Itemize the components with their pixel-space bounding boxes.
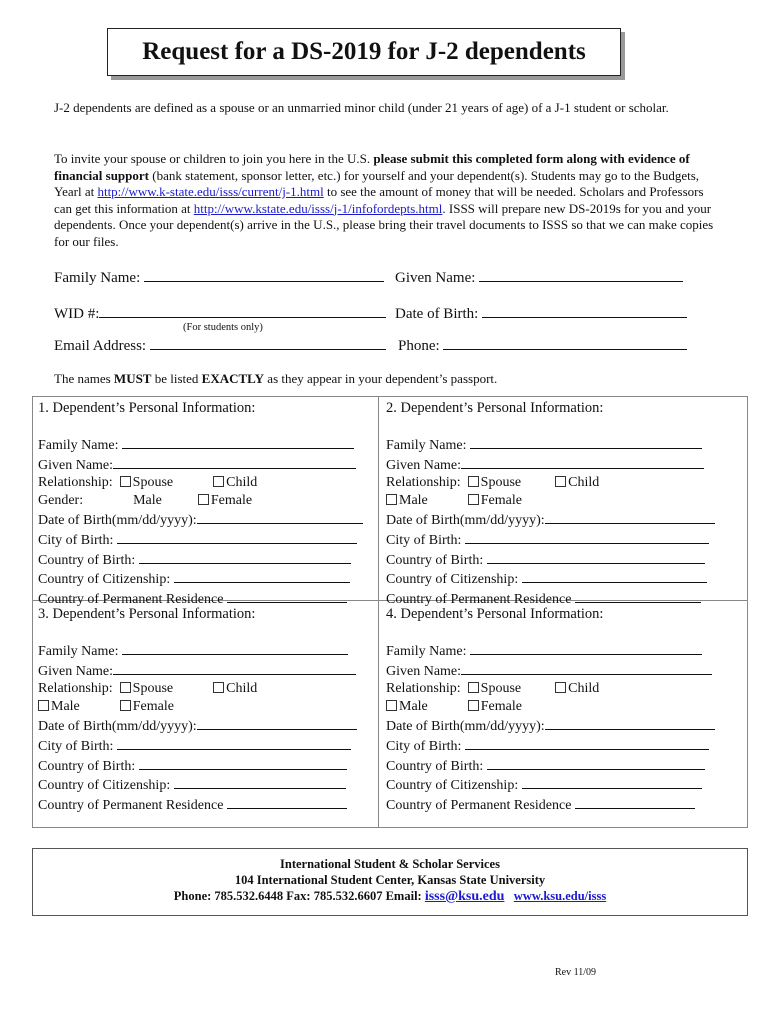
dep4-family-name[interactable] [386,641,715,661]
dep1-city[interactable] [38,530,363,550]
field-line[interactable] [117,530,357,544]
dep3-country-res[interactable] [38,795,357,815]
field-line[interactable] [122,435,354,449]
male-checkbox[interactable] [386,700,397,711]
field-label: City of Birth: [38,532,114,548]
dep1-country-birth[interactable] [38,550,363,570]
field-label: Date of Birth(mm/dd/yyyy): [38,718,197,734]
dep2-country-cit[interactable] [386,569,715,589]
contact-footer [32,848,748,916]
given-name-field[interactable] [395,268,683,287]
intro-text: . ISSS will prepare new DS-2019s for you and your dependents. Once your dependent(s) arrive in the U.S., please bring their travel documents to ISSS so that we can make copies for our files. [54,200,714,249]
option-label: Spouse [480,681,522,697]
field-label: WID #: [54,306,100,322]
option-label: Female [480,699,522,715]
field-label: Date of Birth(mm/dd/yyyy): [386,512,545,528]
field-label: Family Name: [38,437,119,453]
field-line[interactable] [487,550,705,564]
dep4-given-name[interactable] [386,661,715,681]
field-line[interactable] [113,661,356,675]
dep3-city[interactable] [38,736,357,756]
dep2-gender [386,492,715,510]
child-checkbox[interactable] [213,682,224,693]
field-line[interactable] [122,641,348,655]
dep4-relationship [386,680,715,698]
dep1-country-cit[interactable] [38,569,363,589]
notice-exactly: EXACTLY [201,371,265,386]
email-link[interactable]: isss@ksu.edu [424,889,505,904]
field-label: Relationship: [38,475,113,491]
male-checkbox[interactable] [38,700,49,711]
field-label: Country of Citizenship: [38,778,171,794]
field-line[interactable] [461,661,712,675]
field-label: Country of Birth: [386,552,484,568]
field-line[interactable] [461,455,704,469]
dep1-gender [38,492,363,510]
dependent-2-section [386,400,715,609]
female-checkbox[interactable] [120,700,131,711]
spouse-checkbox[interactable] [120,476,131,487]
field-line[interactable] [227,589,347,603]
option-label: Female [132,699,174,715]
dep2-dob[interactable] [386,510,715,530]
child-checkbox[interactable] [555,682,566,693]
notice-text: as they appear in your dependent’s passport. [264,371,498,386]
dep1-family-name[interactable] [38,435,363,455]
field-label: Given Name: [395,270,476,286]
field-line[interactable] [575,795,695,809]
dependent-1-header: 1. Dependent’s Personal Information: [38,400,256,416]
spouse-checkbox[interactable] [468,476,479,487]
field-label: City of Birth: [38,738,114,754]
child-checkbox[interactable] [555,476,566,487]
field-label: Country of Permanent Residence [38,798,224,814]
intro-bold: please submit this completed form along with evidence of financial support [54,151,690,183]
notice-text: The names [54,371,114,386]
field-label: Relationship: [386,681,461,697]
field-label: Family Name: [38,643,119,659]
field-line[interactable] [197,510,363,524]
field-label: Country of Citizenship: [38,572,171,588]
female-checkbox[interactable] [468,494,479,505]
intro-text: to see the amount of money that will be needed. Scholars and Professors can get this information at [54,184,704,216]
dep3-dob[interactable] [38,716,357,736]
field-label: City of Birth: [386,532,462,548]
dep1-relationship [38,474,363,492]
spouse-checkbox[interactable] [120,682,131,693]
dep3-family-name[interactable] [38,641,357,661]
field-label: Given Name: [386,457,462,473]
field-line[interactable] [470,435,702,449]
notice-must: MUST [113,371,152,386]
dependent-2-header: 2. Dependent’s Personal Information: [386,400,604,416]
family-name-field[interactable] [54,268,384,287]
option-label: Spouse [132,475,174,491]
field-label: Given Name: [38,457,114,473]
dept-info-link[interactable]: http://www.kstate.edu/isss/j-1/infofordepts.html [193,200,443,216]
field-label: Country of Citizenship: [386,778,519,794]
dep2-city[interactable] [386,530,715,550]
dep3-gender [38,698,357,716]
dep2-given-name[interactable] [386,455,715,475]
dep4-country-birth[interactable] [386,756,715,776]
field-label: Relationship: [38,681,113,697]
field-label: Given Name: [38,663,114,679]
field-label: Country of Birth: [38,552,136,568]
spouse-checkbox[interactable] [468,682,479,693]
option-label: Child [226,475,258,491]
option-label: Female [210,493,253,509]
intro-text: (bank statement, sponsor letter, etc.) for yourself and your dependent(s). Students may go to the Budgets, Yearl at [54,167,700,199]
field-label: Gender: [38,493,84,509]
phone-line[interactable] [443,336,687,350]
footer-address: 104 International Student Center, Kansas State University [234,873,546,887]
dep2-family-name[interactable] [386,435,715,455]
footer-org: International Student & Scholar Services [280,857,500,871]
dep4-dob[interactable] [386,716,715,736]
notice-text: be listed [151,371,202,386]
field-line[interactable] [139,550,351,564]
dep3-given-name[interactable] [38,661,357,681]
dependent-3-section [38,606,357,815]
field-line[interactable] [465,530,709,544]
wid-note: (For students only) [183,322,263,333]
male-checkbox[interactable] [386,494,397,505]
field-label: Country of Permanent Residence [38,592,224,608]
intro-text: To invite your spouse or children to join you here in the U.S. [54,151,374,166]
female-checkbox[interactable] [198,494,209,505]
wid-line[interactable] [99,304,386,318]
field-line[interactable] [174,775,346,789]
field-line[interactable] [545,716,715,730]
dep4-country-res[interactable] [386,795,715,815]
dep4-city[interactable] [386,736,715,756]
dependent-4-header: 4. Dependent’s Personal Information: [386,606,604,622]
phone-field[interactable] [398,336,687,355]
dependent-4-section [386,606,715,815]
option-label: Male [133,493,162,509]
dep3-country-birth[interactable] [38,756,357,776]
dependent-1-section [38,400,363,609]
page-title: Request for a DS-2019 for J-2 dependents [142,38,586,65]
field-label: Date of Birth: [395,306,479,322]
field-label: Given Name: [386,663,462,679]
field-label: City of Birth: [386,738,462,754]
intro-definition [54,100,714,117]
field-label: Email Address: [54,338,147,354]
option-label: Male [399,699,428,715]
dob-field[interactable] [395,304,687,323]
footer-contact-text: Phone: 785.532.6448 Fax: 785.532.6607 Email: [173,889,425,903]
option-label: Spouse [132,681,174,697]
website-link[interactable]: www.ksu.edu/isss [513,889,607,903]
female-checkbox[interactable] [468,700,479,711]
option-label: Female [480,493,522,509]
dependent-3-header: 3. Dependent’s Personal Information: [38,606,256,622]
dep2-country-birth[interactable] [386,550,715,570]
budget-link[interactable]: http://www.k-state.edu/isss/current/j-1.html [97,184,324,199]
dep4-gender [386,698,715,716]
family-name-line[interactable] [144,268,384,282]
field-line[interactable] [117,736,351,750]
dep3-country-cit[interactable] [38,775,357,795]
dob-line[interactable] [482,304,687,318]
option-label: Male [399,493,428,509]
field-label: Phone: [398,338,440,354]
field-label: Date of Birth(mm/dd/yyyy): [386,718,545,734]
intro-p1: J-2 dependents are defined as a spouse or an unmarried minor child (under 21 years of age) of a J-1 student or scholar. [54,100,669,115]
intro-instructions [54,151,714,250]
dep4-country-cit[interactable] [386,775,715,795]
field-label: Country of Birth: [386,758,484,774]
field-line[interactable] [174,569,350,583]
field-line[interactable] [139,756,347,770]
email-line[interactable] [150,336,386,350]
field-label: Family Name: [386,437,467,453]
dep3-relationship [38,680,357,698]
revision-label: Rev 11/09 [555,967,597,978]
field-label: Country of Birth: [38,758,136,774]
field-line[interactable] [465,736,709,750]
field-label: Country of Permanent Residence [386,798,572,814]
footer-contact [33,888,747,905]
field-label: Country of Citizenship: [386,572,519,588]
option-label: Spouse [480,475,522,491]
option-label: Child [226,681,258,697]
field-line[interactable] [197,716,357,730]
field-label: Family Name: [54,270,141,286]
field-line[interactable] [470,641,702,655]
option-label: Child [568,475,600,491]
given-name-line[interactable] [479,268,683,282]
passport-notice [54,371,497,387]
field-line[interactable] [113,455,356,469]
child-checkbox[interactable] [213,476,224,487]
field-label: Relationship: [386,475,461,491]
field-label: Family Name: [386,643,467,659]
field-line[interactable] [522,569,707,583]
field-line[interactable] [487,756,705,770]
dep1-dob[interactable] [38,510,363,530]
dep2-relationship [386,474,715,492]
email-field[interactable] [54,336,386,355]
option-label: Child [568,681,600,697]
option-label: Male [51,699,80,715]
field-line[interactable] [575,589,701,603]
dep1-given-name[interactable] [38,455,363,475]
field-line[interactable] [522,775,702,789]
field-line[interactable] [545,510,715,524]
field-line[interactable] [227,795,347,809]
title-box [107,28,621,76]
field-label: Country of Permanent Residence [386,592,572,608]
wid-field[interactable] [54,304,386,323]
field-label: Date of Birth(mm/dd/yyyy): [38,512,197,528]
table-divider-vertical [378,396,379,827]
